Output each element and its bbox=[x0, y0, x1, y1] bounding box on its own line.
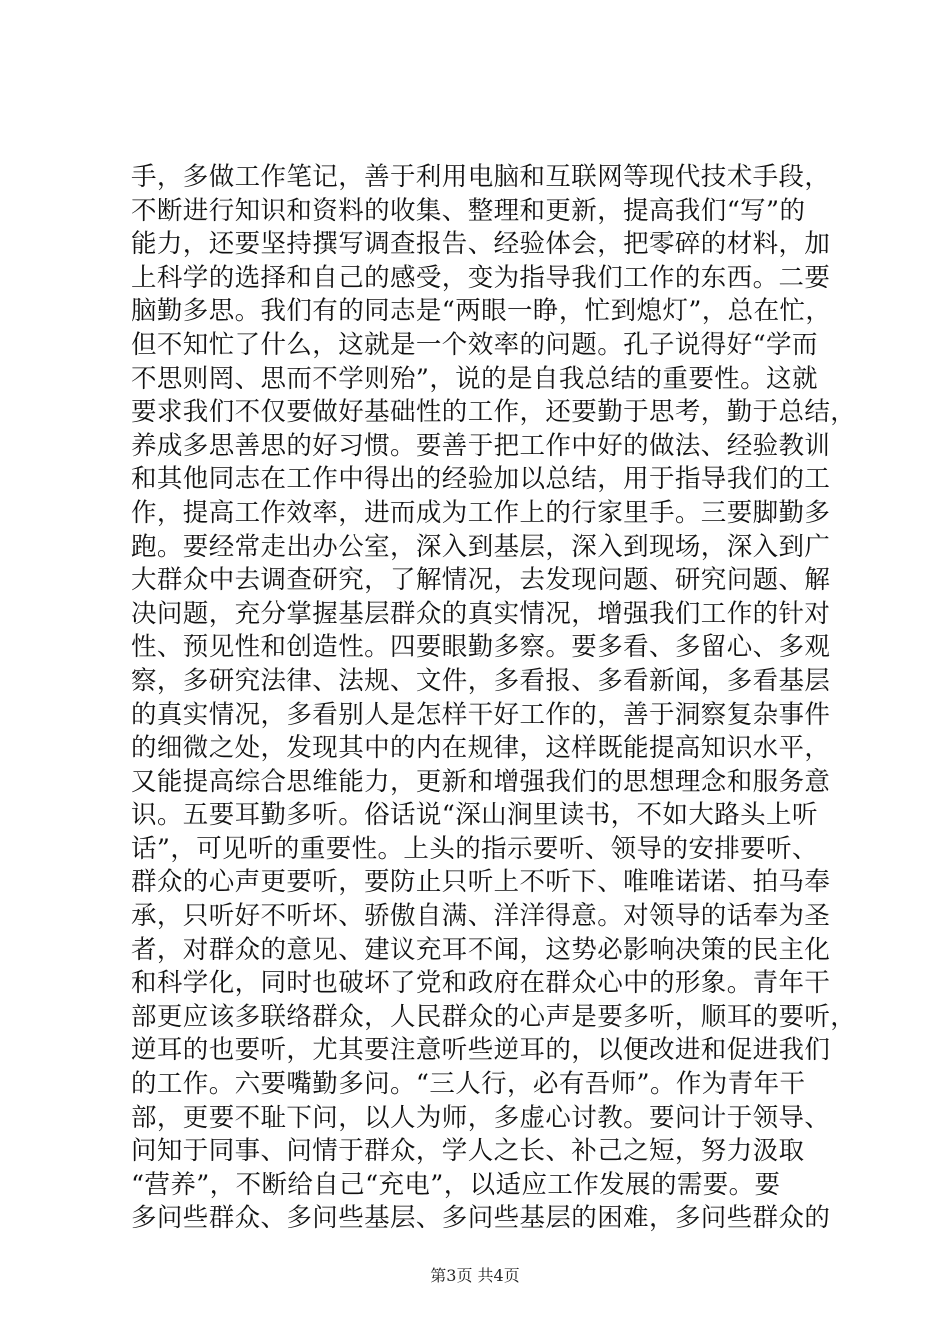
text-line: 跑。要经常走出办公室，深入到基层，深入到现场，深入到广 bbox=[131, 531, 831, 562]
text-line: 的细微之处，发现其中的内在规律，这样既能提高知识水平， bbox=[131, 733, 831, 764]
text-line: 承，只听好不听坏、骄傲自满、洋洋得意。对领导的话奉为圣 bbox=[131, 901, 831, 932]
text-line: 要求我们不仅要做好基础性的工作，还要勤于思考，勤于总结， bbox=[131, 397, 857, 428]
text-line: 部，更要不耻下问，以人为师，多虚心讨教。要问计于领导、 bbox=[131, 1102, 831, 1133]
text-line: 上科学的选择和自己的感受，变为指导我们工作的东西。二要 bbox=[131, 262, 831, 293]
text-line: 和科学化，同时也破坏了党和政府在群众心中的形象。青年干 bbox=[131, 968, 831, 999]
text-line: 和其他同志在工作中得出的经验加以总结，用于指导我们的工 bbox=[131, 464, 831, 495]
text-line: 不思则罔、思而不学则殆”，说的是自我总结的重要性。这就 bbox=[131, 363, 818, 394]
text-line: 的真实情况，多看别人是怎样干好工作的，善于洞察复杂事件 bbox=[131, 699, 831, 730]
text-line: 的工作。六要嘴勤多问。“三人行，必有吾师”。作为青年干 bbox=[131, 1069, 806, 1100]
text-line: 逆耳的也要听，尤其要注意听些逆耳的，以便改进和促进我们 bbox=[131, 1035, 831, 1066]
text-line: “营养”，不断给自己“充电”，以适应工作发展的需要。要 bbox=[131, 1169, 781, 1200]
text-line: 大群众中去调查研究，了解情况，去发现问题、研究问题、解 bbox=[131, 565, 831, 596]
page-number-footer: 第3页 共4页 bbox=[430, 1266, 520, 1285]
text-line: 作，提高工作效率，进而成为工作上的行家里手。三要脚勤多 bbox=[131, 497, 831, 528]
text-line: 识。五要耳勤多听。俗话说“深山涧里读书，不如大路头上听 bbox=[131, 800, 818, 831]
text-line: 多问些群众、多问些基层、多问些基层的困难，多问些群众的 bbox=[131, 1203, 831, 1234]
body-text bbox=[131, 161, 857, 1236]
text-line: 察，多研究法律、法规、文件，多看报、多看新闻，多看基层 bbox=[131, 665, 831, 696]
text-line: 决问题，充分掌握基层群众的真实情况，增强我们工作的针对 bbox=[131, 598, 831, 629]
text-line: 但不知忙了什么，这就是一个效率的问题。孔子说得好“学而 bbox=[131, 329, 818, 360]
text-line: 又能提高综合思维能力，更新和增强我们的思想理念和服务意 bbox=[131, 766, 831, 797]
text-line: 话”，可见听的重要性。上头的指示要听、领导的安排要听、 bbox=[131, 833, 818, 864]
text-line: 群众的心声更要听，要防止只听上不听下、唯唯诺诺、拍马奉 bbox=[131, 867, 831, 898]
text-line: 问知于同事、问情于群众，学人之长、补己之短，努力汲取 bbox=[131, 1136, 805, 1167]
text-line: 能力，还要坚持撰写调查报告、经验体会，把零碎的材料，加 bbox=[131, 229, 831, 260]
text-line: 手，多做工作笔记，善于利用电脑和互联网等现代技术手段， bbox=[131, 162, 831, 192]
text-line: 不断进行知识和资料的收集、整理和更新，提高我们“写”的 bbox=[131, 195, 806, 226]
text-line: 部更应该多联络群众，人民群众的心声是要多听，顺耳的要听， bbox=[131, 1001, 857, 1032]
text-line: 脑勤多思。我们有的同志是“两眼一睁，忙到熄灯”，总在忙， bbox=[131, 296, 832, 327]
text-line: 性、预见性和创造性。四要眼勤多察。要多看、多留心、多观 bbox=[131, 632, 831, 663]
text-line: 者，对群众的意见、建议充耳不闻，这势必影响决策的民主化 bbox=[131, 934, 831, 965]
text-line: 养成多思善思的好习惯。要善于把工作中好的做法、经验教训 bbox=[131, 430, 831, 461]
